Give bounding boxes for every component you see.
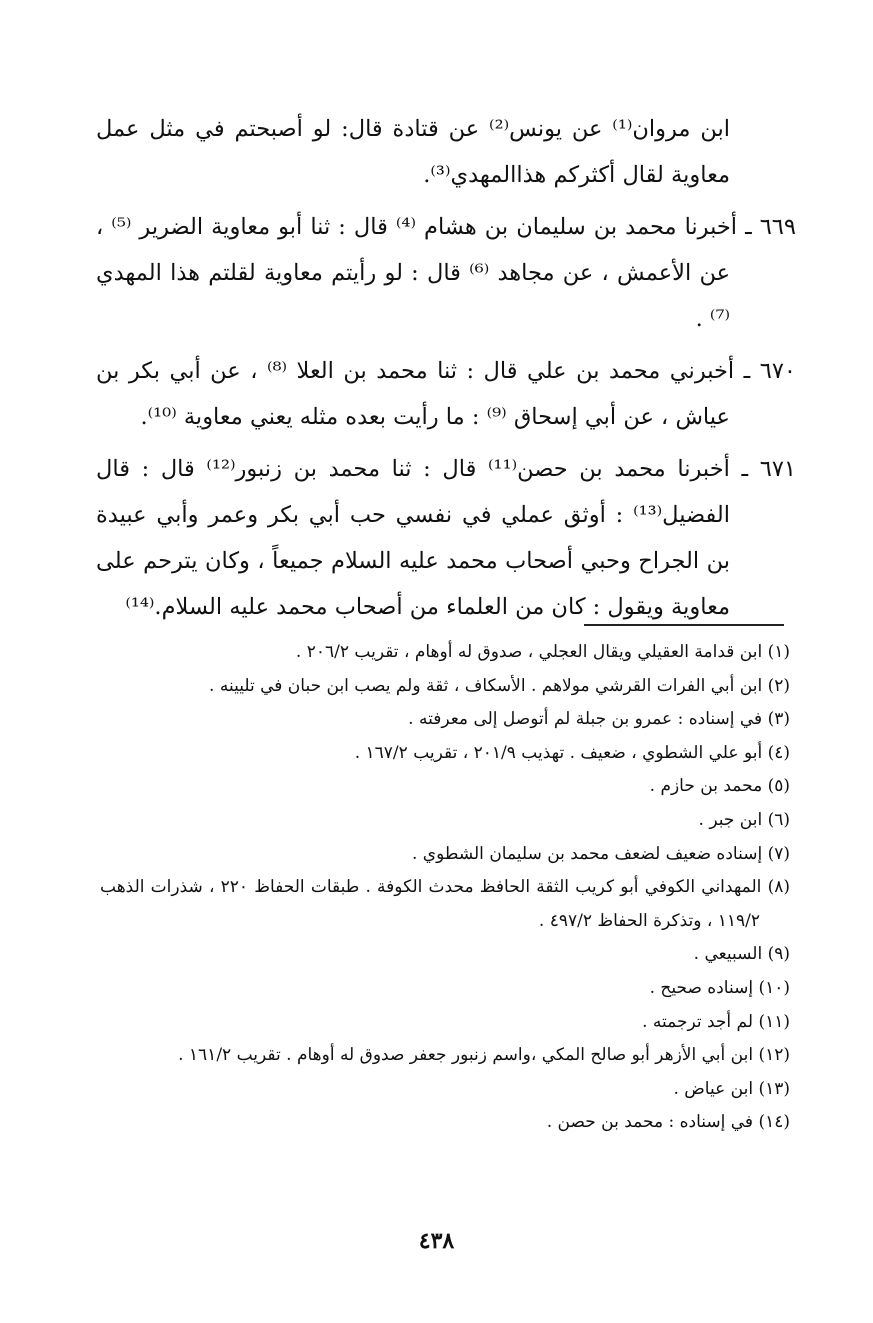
- footnote-9: (٩) السبيعي .: [693, 944, 790, 965]
- footnote-5: (٥) محمد بن حازم .: [649, 776, 790, 797]
- footnote-12: (١٢) ابن أبي الأزهر أبو صالح المكي ،واسم زنبور جعفر صدوق له أوهام . تقريب ١٦١/٢ .: [178, 1045, 790, 1066]
- main-text: [96, 106, 796, 630]
- footnote-14: (١٤) في إسناده : محمد بن حصن .: [546, 1112, 790, 1133]
- footnotes: [100, 636, 790, 1140]
- footnote-10: (١٠) إسناده صحيح .: [649, 977, 790, 998]
- footnote-2: (٢) ابن أبي الفرات القرشي مولاهم . الأسكاف ، ثقة ولم يصب ابن حبان في تليينه .: [209, 675, 790, 696]
- footnote-7: (٧) إسناده ضعيف لضعف محمد بن سليمان الشطوي .: [412, 843, 790, 864]
- footnote-3: (٣) في إسناده : عمرو بن جبلة لم أتوصل إلى معرفته .: [408, 709, 790, 730]
- footnote-1: (١) ابن قدامة العقيلي ويقال العجلي ، صدوق له أوهام ، تقريب ٢٠٦/٢ .: [295, 642, 790, 662]
- footnote-4: (٤) أبو علي الشطوي ، ضعيف . تهذيب ٢٠١/٩ ، تقريب ١٦٧/٢ .: [354, 742, 790, 763]
- footnote-11: (١١) لم أجد ترجمته .: [642, 1011, 790, 1032]
- footnote-13: (١٣) ابن عياض .: [673, 1078, 790, 1099]
- page-number: ٤٣٨: [418, 1228, 455, 1254]
- paragraph-670: ٦٧٠ ـ أخبرني محمد بن علي قال : ثنا محمد بن العلا ⁽⁸⁾ ، عن أبي بكر بن عياش ، عن أبي إسحاق ⁽⁹⁾ : ما رأيت بعده مثله يعني معاوية ⁽¹⁰⁾.: [96, 358, 796, 430]
- footnote-8: (٨) المهداني الكوفي أبو كريب الثقة الحافظ محدث الكوفة . طبقات الحفاظ ٢٢٠ ، شذرات الذهب ١١٩/٢ ، وتذكرة الحفاظ ٤٩٧/٢ .: [100, 877, 790, 931]
- paragraph-671: ٦٧١ ـ أخبرنا محمد بن حصن⁽¹¹⁾ قال : ثنا محمد بن زنبور⁽¹²⁾ قال : قال الفضيل⁽¹³⁾ : أوثق عملي في نفسي حب أبي بكر وعمر وأبي عبيدة بن الجراح وحبي أصحاب محمد عليه السلام جميعاً ، وكان يترحم على معاوية ويقول : كان من العلماء من أصحاب محمد عليه السلام.⁽¹⁴⁾: [96, 456, 796, 620]
- paragraph-continuation: ابن مروان⁽¹⁾ عن يونس⁽²⁾ عن قتادة قال: لو أصبحتم في مثل عمل معاوية لقال أكثركم هذاالمهدي⁽³⁾.: [96, 116, 730, 188]
- paragraph-669: ٦٦٩ ـ أخبرنا محمد بن سليمان بن هشام ⁽⁴⁾ قال : ثنا أبو معاوية الضرير ⁽⁵⁾ ، عن الأعمش ، عن مجاهد ⁽⁶⁾ قال : لو رأيتم معاوية لقلتم هذا المهدي ⁽⁷⁾ .: [96, 214, 796, 332]
- footnote-6: (٦) ابن جبر .: [698, 809, 790, 830]
- footnote-divider: [584, 624, 784, 626]
